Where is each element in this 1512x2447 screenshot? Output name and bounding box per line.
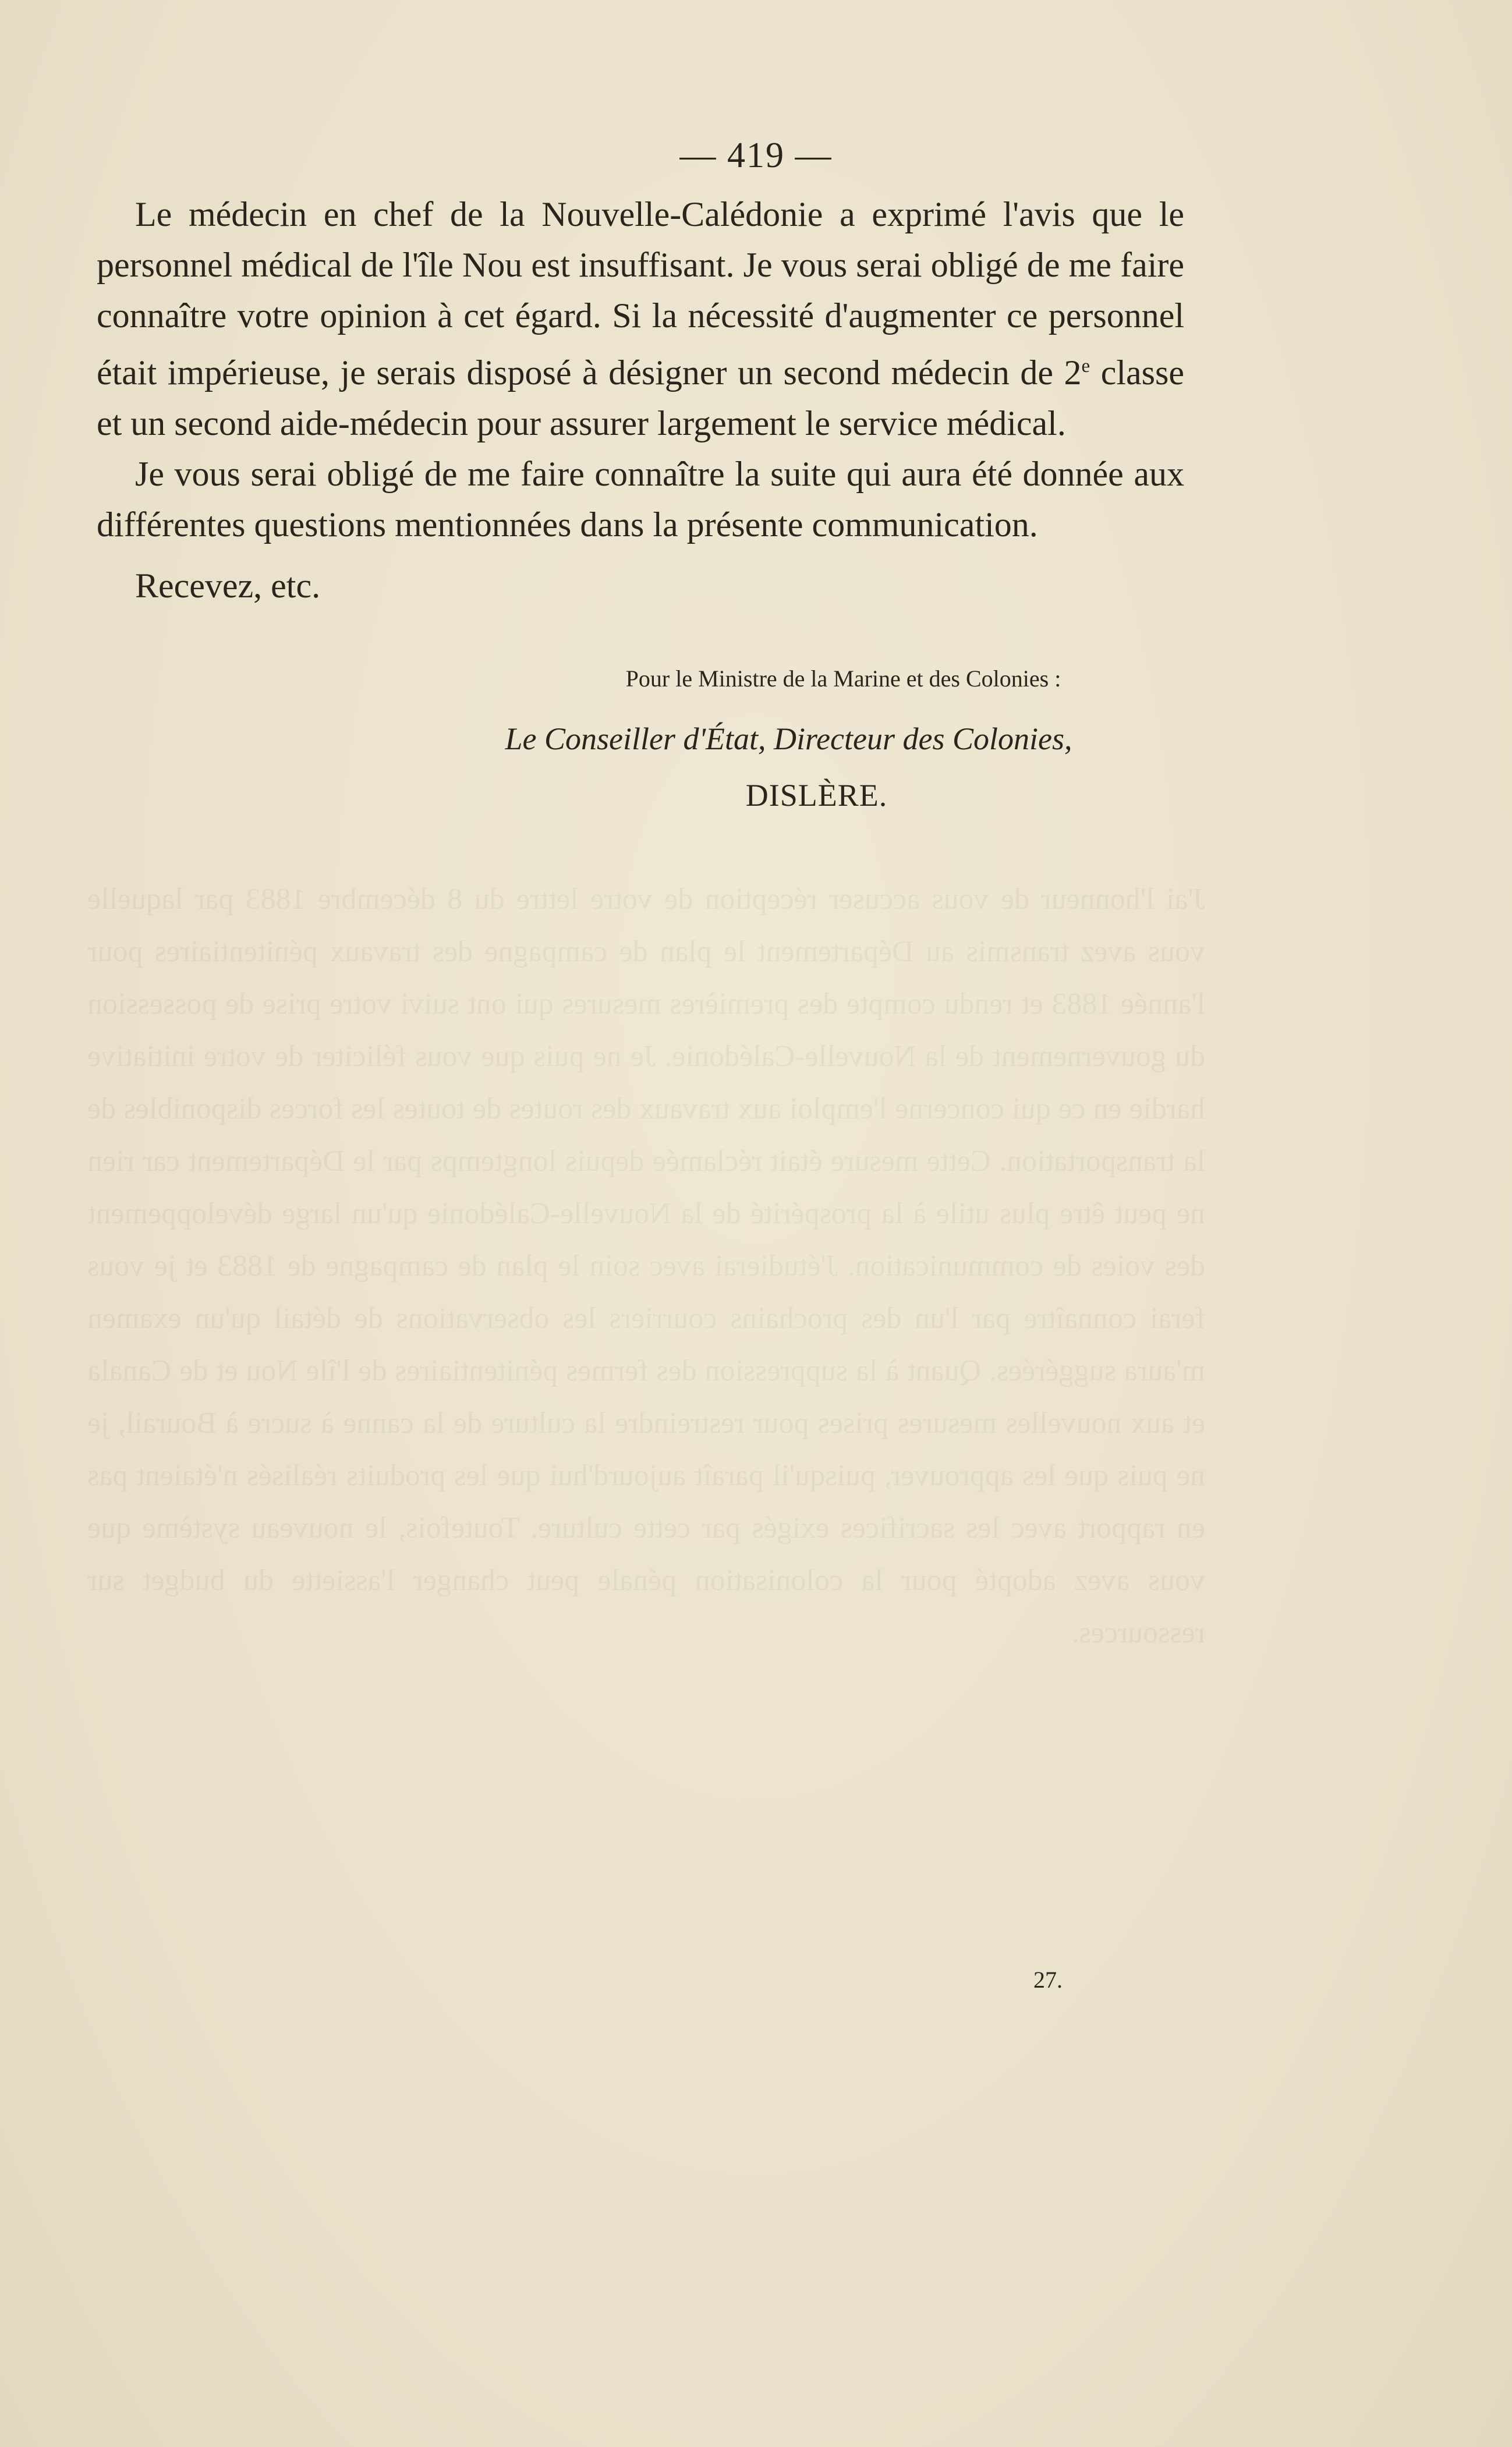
signature-on-behalf: Pour le Ministre de la Marine et des Colonies : <box>625 665 1061 692</box>
page-header: — 419 — <box>679 136 833 175</box>
signature-name: DISLÈRE. <box>745 778 888 813</box>
paragraph-1: Le médecin en chef de la Nouvelle-Calédonie a exprimé l'avis que le personnel médical de l'île Nou est insuffisant. Je vous serai obligé de me faire connaître votre opinion à cet égard. Si la nécessité d'augmenter ce personnel était impérieuse, je serais disposé à désigner un second médecin de 2e classe et un second aide-médecin pour assurer largement le service médical. <box>97 195 1184 442</box>
signature-title: Le Conseiller d'État, Directeur des Colonies, <box>505 721 1072 756</box>
footer-number: 27. <box>1033 1967 1063 1993</box>
closing-formula: Recevez, etc. <box>135 566 321 605</box>
body-text <box>97 189 1184 611</box>
paragraph-2: Je vous serai obligé de me faire connaître la suite qui aura été donnée aux différentes questions mentionnées dans la présente communication. <box>97 455 1184 544</box>
bleed-through-text: J'ai l'honneur de vous accuser réception de votre lettre du 8 décembre 1883 par laquelle vous avez transmis au Département le plan de campagne des travaux pénitentiaires pour l'année 1883 et rendu compte des premières mesures qui ont suivi votre prise de possession du gouvernement de la Nouvelle-Calédonie. Je ne puis que vous féliciter de votre initiative hardie en ce qui concerne l'emploi aux travaux des routes de toutes les forces disponibles de la transportation. Cette mesure était réclamée depuis longtemps par le Département car rien ne peut être plus utile à la prospérité de la Nouvelle-Calédonie qu'un large développement des voies de communication. J'étudierai avec soin le plan de campagne de 1883 et je vous ferai connaître par l'un des prochains courriers les observations de détail qu'un examen m'aura suggérées. Quant à la suppression des fermes pénitentiaires de l'île Nou et de Canala et aux nouvelles mesures prises pour restreindre la culture de la canne à sucre à Bourail, je ne puis que les approuver, puisqu'il paraît aujourd'hui que les produits réalisés n'étaient pas en rapport avec les sacrifices exigés par cette culture. Toutefois, le nouveau système que vous avez adopté pour la colonisation pénale peut changer l'assiette du budget sur ressources. <box>87 883 1205 1649</box>
